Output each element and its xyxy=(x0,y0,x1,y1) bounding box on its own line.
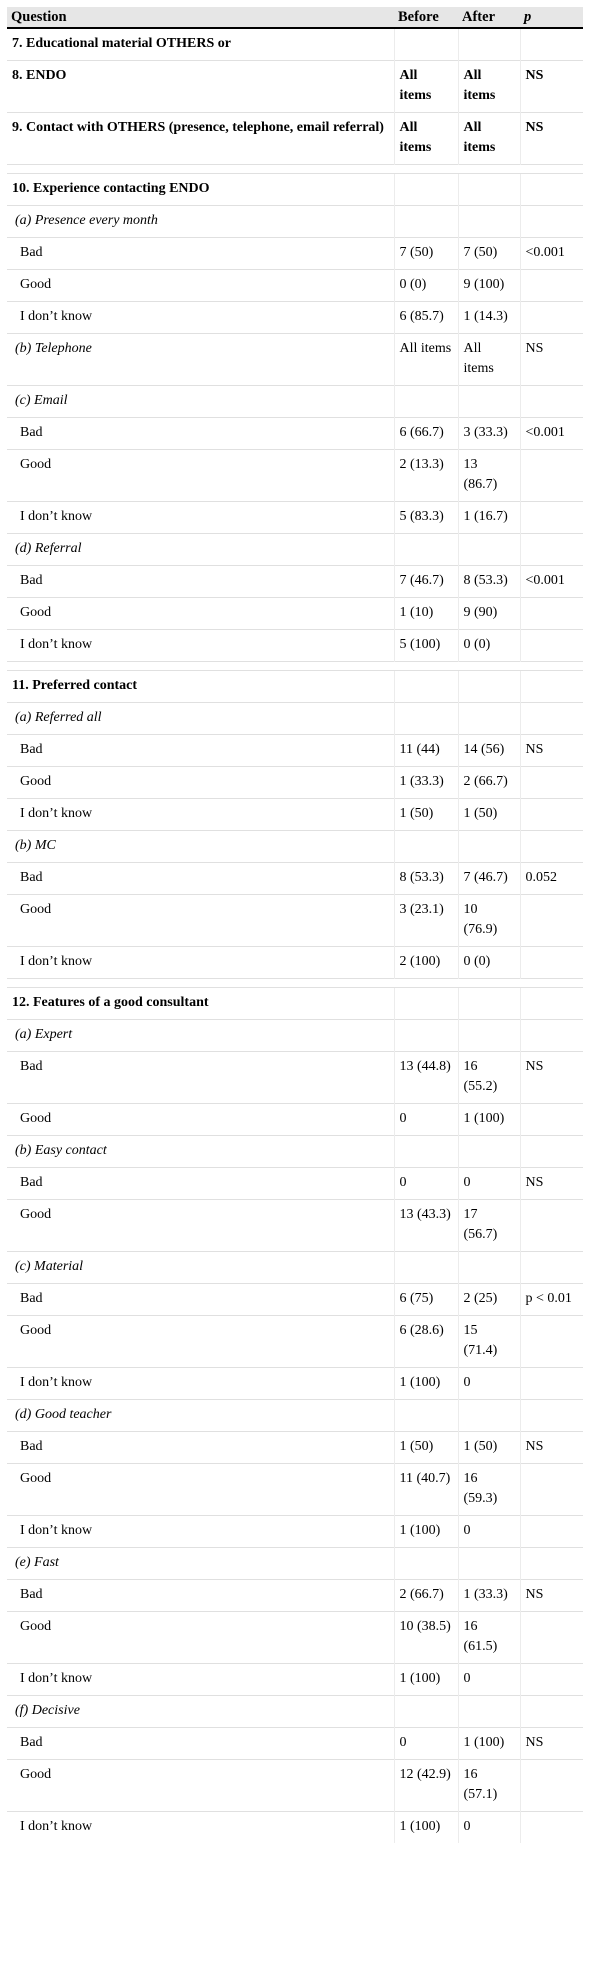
after-cell xyxy=(458,386,520,418)
p-value-cell xyxy=(520,1516,583,1548)
p-value-cell: p < 0.01 xyxy=(520,1284,583,1316)
subsection-label: Easy contact xyxy=(34,1143,107,1158)
table-row xyxy=(7,302,583,334)
subsection-label: Material xyxy=(34,1259,84,1274)
table-row xyxy=(7,1464,583,1516)
section-row xyxy=(7,174,583,206)
table-row xyxy=(7,1432,583,1464)
after-cell: 16 (55.2) xyxy=(458,1052,520,1104)
spacer-cell xyxy=(7,979,583,988)
question-cell: I don’t know xyxy=(7,1368,394,1400)
table-row xyxy=(7,1516,583,1548)
subsection-row xyxy=(7,1252,583,1284)
question-cell: I don’t know xyxy=(7,799,394,831)
table-row xyxy=(7,502,583,534)
before-cell: 13 (44.8) xyxy=(394,1052,458,1104)
after-cell: 15 (71.4) xyxy=(458,1316,520,1368)
subsection-row xyxy=(7,334,583,386)
subsection-letter: (b) xyxy=(15,341,32,356)
after-cell xyxy=(458,1696,520,1728)
question-cell xyxy=(7,1548,394,1580)
before-cell: 11 (44) xyxy=(394,735,458,767)
p-value-cell xyxy=(520,1760,583,1812)
table-row xyxy=(7,863,583,895)
subsection-row xyxy=(7,1400,583,1432)
table-row xyxy=(7,1168,583,1200)
subsection-label: Good teacher xyxy=(34,1407,112,1422)
question-cell: Good xyxy=(7,767,394,799)
question-cell: 7. Educational material OTHERS or xyxy=(7,28,394,61)
subsection-label: Telephone xyxy=(34,341,92,356)
question-cell: I don’t know xyxy=(7,1812,394,1844)
p-value-cell xyxy=(520,1548,583,1580)
after-cell: 1 (100) xyxy=(458,1728,520,1760)
p-value-cell: NS xyxy=(520,1168,583,1200)
before-cell xyxy=(394,174,458,206)
subsection-row xyxy=(7,206,583,238)
p-value-cell xyxy=(520,1316,583,1368)
after-cell xyxy=(458,28,520,61)
before-cell: 7 (50) xyxy=(394,238,458,270)
table-row xyxy=(7,767,583,799)
p-value-cell xyxy=(520,1200,583,1252)
question-cell: Bad xyxy=(7,566,394,598)
p-value-cell xyxy=(520,1252,583,1284)
table-body xyxy=(7,28,583,1843)
p-value-cell xyxy=(520,206,583,238)
after-cell xyxy=(458,206,520,238)
p-value-cell: NS xyxy=(520,1728,583,1760)
question-cell: Good xyxy=(7,1316,394,1368)
question-cell: Good xyxy=(7,1464,394,1516)
subsection-letter: (f) xyxy=(15,1703,29,1718)
before-cell xyxy=(394,1400,458,1432)
p-value-cell xyxy=(520,630,583,662)
before-cell: 12 (42.9) xyxy=(394,1760,458,1812)
p-value-cell xyxy=(520,799,583,831)
after-cell xyxy=(458,831,520,863)
spacer-cell xyxy=(7,165,583,174)
before-cell: 2 (13.3) xyxy=(394,450,458,502)
p-value-cell: NS xyxy=(520,113,583,165)
section-row xyxy=(7,113,583,165)
after-cell: 9 (90) xyxy=(458,598,520,630)
before-cell: 11 (40.7) xyxy=(394,1464,458,1516)
after-cell: 0 xyxy=(458,1368,520,1400)
p-value-cell xyxy=(520,174,583,206)
p-value-cell xyxy=(520,947,583,979)
question-cell: Bad xyxy=(7,1168,394,1200)
before-cell: 0 xyxy=(394,1168,458,1200)
table-row xyxy=(7,566,583,598)
after-cell xyxy=(458,1020,520,1052)
p-value-cell xyxy=(520,1696,583,1728)
question-cell: Good xyxy=(7,1760,394,1812)
header-before: Before xyxy=(394,7,458,28)
p-value-cell xyxy=(520,450,583,502)
subsection-letter: (c) xyxy=(15,1259,31,1274)
before-cell: 6 (85.7) xyxy=(394,302,458,334)
subsection-label: Fast xyxy=(34,1555,59,1570)
p-value-cell: NS xyxy=(520,61,583,113)
before-cell: 2 (100) xyxy=(394,947,458,979)
p-value-cell xyxy=(520,988,583,1020)
p-value-cell xyxy=(520,1368,583,1400)
section-row xyxy=(7,61,583,113)
header-question: Question xyxy=(7,7,394,28)
table-row xyxy=(7,418,583,450)
table-row xyxy=(7,1760,583,1812)
after-cell: 3 (33.3) xyxy=(458,418,520,450)
after-cell: 14 (56) xyxy=(458,735,520,767)
table-row xyxy=(7,450,583,502)
p-value-cell xyxy=(520,703,583,735)
before-cell xyxy=(394,534,458,566)
subsection-letter: (e) xyxy=(15,1555,31,1570)
after-cell xyxy=(458,988,520,1020)
before-cell: 1 (100) xyxy=(394,1664,458,1696)
subsection-row xyxy=(7,831,583,863)
before-cell xyxy=(394,1020,458,1052)
table-row xyxy=(7,598,583,630)
table-row xyxy=(7,1580,583,1612)
question-cell: 9. Contact with OTHERS (presence, telephone, email referral) xyxy=(7,113,394,165)
before-cell xyxy=(394,831,458,863)
before-cell: 1 (100) xyxy=(394,1368,458,1400)
before-cell: 1 (50) xyxy=(394,799,458,831)
question-cell: Good xyxy=(7,895,394,947)
after-cell: 1 (14.3) xyxy=(458,302,520,334)
before-cell xyxy=(394,1252,458,1284)
p-value-cell: NS xyxy=(520,735,583,767)
question-cell: 10. Experience contacting ENDO xyxy=(7,174,394,206)
after-cell: 1 (100) xyxy=(458,1104,520,1136)
p-value-cell xyxy=(520,1136,583,1168)
before-cell xyxy=(394,1696,458,1728)
question-cell: Bad xyxy=(7,1052,394,1104)
p-value-cell xyxy=(520,767,583,799)
p-value-cell: <0.001 xyxy=(520,238,583,270)
p-value-cell xyxy=(520,1812,583,1844)
after-cell xyxy=(458,534,520,566)
subsection-letter: (a) xyxy=(15,1027,32,1042)
before-cell: 6 (75) xyxy=(394,1284,458,1316)
before-cell: 0 xyxy=(394,1104,458,1136)
before-cell xyxy=(394,206,458,238)
after-cell xyxy=(458,174,520,206)
header-p-value: p xyxy=(520,7,583,28)
subsection-letter: (d) xyxy=(15,1407,32,1422)
question-cell xyxy=(7,831,394,863)
before-cell: All items xyxy=(394,61,458,113)
before-cell: 1 (100) xyxy=(394,1516,458,1548)
after-cell: 0 xyxy=(458,1168,520,1200)
subsection-row xyxy=(7,1020,583,1052)
table-row xyxy=(7,238,583,270)
question-cell: 11. Preferred contact xyxy=(7,671,394,703)
question-cell xyxy=(7,1136,394,1168)
question-cell: Bad xyxy=(7,1432,394,1464)
table-row xyxy=(7,270,583,302)
after-cell xyxy=(458,1252,520,1284)
after-cell: 1 (33.3) xyxy=(458,1580,520,1612)
after-cell xyxy=(458,703,520,735)
question-cell: Good xyxy=(7,270,394,302)
p-value-cell xyxy=(520,1612,583,1664)
subsection-label: Decisive xyxy=(31,1703,80,1718)
before-cell: All items xyxy=(394,334,458,386)
question-cell: Bad xyxy=(7,863,394,895)
before-cell xyxy=(394,703,458,735)
section-row xyxy=(7,671,583,703)
section-row xyxy=(7,988,583,1020)
question-cell: Bad xyxy=(7,238,394,270)
question-cell: I don’t know xyxy=(7,1664,394,1696)
before-cell: 1 (50) xyxy=(394,1432,458,1464)
question-cell: Good xyxy=(7,450,394,502)
p-value-cell: 0.052 xyxy=(520,863,583,895)
after-cell: 0 xyxy=(458,1516,520,1548)
before-cell: 1 (33.3) xyxy=(394,767,458,799)
before-cell xyxy=(394,386,458,418)
before-cell: 3 (23.1) xyxy=(394,895,458,947)
table-row xyxy=(7,735,583,767)
subsection-row xyxy=(7,1548,583,1580)
p-value-cell xyxy=(520,598,583,630)
after-cell: All items xyxy=(458,61,520,113)
after-cell: 0 xyxy=(458,1812,520,1844)
question-cell xyxy=(7,206,394,238)
before-cell xyxy=(394,1548,458,1580)
table-spacer-row xyxy=(7,979,583,988)
question-cell: I don’t know xyxy=(7,947,394,979)
after-cell: 16 (61.5) xyxy=(458,1612,520,1664)
after-cell: 10 (76.9) xyxy=(458,895,520,947)
p-value-cell xyxy=(520,671,583,703)
table-row xyxy=(7,895,583,947)
question-cell xyxy=(7,1400,394,1432)
after-cell: 7 (46.7) xyxy=(458,863,520,895)
before-cell xyxy=(394,1136,458,1168)
table-spacer-row xyxy=(7,165,583,174)
question-cell: I don’t know xyxy=(7,502,394,534)
spacer-cell xyxy=(7,662,583,671)
subsection-letter: (a) xyxy=(15,710,32,725)
table-spacer-row xyxy=(7,662,583,671)
after-cell: 2 (66.7) xyxy=(458,767,520,799)
before-cell: All items xyxy=(394,113,458,165)
table-header-row xyxy=(7,7,583,28)
subsection-row xyxy=(7,1696,583,1728)
table-row xyxy=(7,1368,583,1400)
after-cell: All items xyxy=(458,113,520,165)
question-cell: I don’t know xyxy=(7,630,394,662)
before-cell: 7 (46.7) xyxy=(394,566,458,598)
subsection-row xyxy=(7,1136,583,1168)
after-cell xyxy=(458,671,520,703)
subsection-letter: (a) xyxy=(15,213,32,228)
after-cell xyxy=(458,1136,520,1168)
before-cell xyxy=(394,988,458,1020)
table-row xyxy=(7,1316,583,1368)
table-row xyxy=(7,1200,583,1252)
subsection-letter: (b) xyxy=(15,838,32,853)
after-cell xyxy=(458,1548,520,1580)
after-cell: 17 (56.7) xyxy=(458,1200,520,1252)
before-cell: 13 (43.3) xyxy=(394,1200,458,1252)
p-value-cell xyxy=(520,502,583,534)
question-cell: 12. Features of a good consultant xyxy=(7,988,394,1020)
p-value-cell xyxy=(520,270,583,302)
table-row xyxy=(7,1664,583,1696)
table-row xyxy=(7,1812,583,1844)
question-cell: Good xyxy=(7,1612,394,1664)
header-after: After xyxy=(458,7,520,28)
results-table xyxy=(7,7,583,1843)
p-value-cell xyxy=(520,1664,583,1696)
question-cell xyxy=(7,1696,394,1728)
question-cell: Good xyxy=(7,1104,394,1136)
subsection-label: Expert xyxy=(34,1027,73,1042)
subsection-row xyxy=(7,703,583,735)
p-value-cell: NS xyxy=(520,1580,583,1612)
p-value-cell: NS xyxy=(520,1052,583,1104)
p-value-cell: <0.001 xyxy=(520,418,583,450)
before-cell: 8 (53.3) xyxy=(394,863,458,895)
after-cell: 0 (0) xyxy=(458,630,520,662)
p-value-cell xyxy=(520,302,583,334)
subsection-label: Email xyxy=(34,393,68,408)
question-cell: Bad xyxy=(7,1284,394,1316)
before-cell: 5 (100) xyxy=(394,630,458,662)
question-cell xyxy=(7,386,394,418)
question-cell: Bad xyxy=(7,418,394,450)
subsection-row xyxy=(7,534,583,566)
before-cell: 10 (38.5) xyxy=(394,1612,458,1664)
after-cell: 13 (86.7) xyxy=(458,450,520,502)
p-value-cell: <0.001 xyxy=(520,566,583,598)
question-cell: Good xyxy=(7,1200,394,1252)
table-row xyxy=(7,799,583,831)
after-cell: 0 xyxy=(458,1664,520,1696)
table-row xyxy=(7,1052,583,1104)
after-cell: 16 (59.3) xyxy=(458,1464,520,1516)
before-cell: 0 xyxy=(394,1728,458,1760)
subsection-label: Referral xyxy=(34,541,82,556)
question-cell: Bad xyxy=(7,1728,394,1760)
after-cell: 7 (50) xyxy=(458,238,520,270)
p-value-cell xyxy=(520,1464,583,1516)
question-cell: Bad xyxy=(7,735,394,767)
after-cell: 8 (53.3) xyxy=(458,566,520,598)
after-cell: 2 (25) xyxy=(458,1284,520,1316)
before-cell: 6 (28.6) xyxy=(394,1316,458,1368)
after-cell: 1 (50) xyxy=(458,1432,520,1464)
p-value-cell xyxy=(520,1104,583,1136)
question-cell xyxy=(7,1020,394,1052)
question-cell: 8. ENDO xyxy=(7,61,394,113)
before-cell: 1 (10) xyxy=(394,598,458,630)
subsection-label: MC xyxy=(34,838,56,853)
before-cell: 0 (0) xyxy=(394,270,458,302)
p-value-cell: NS xyxy=(520,334,583,386)
question-cell: Good xyxy=(7,598,394,630)
before-cell xyxy=(394,28,458,61)
before-cell: 2 (66.7) xyxy=(394,1580,458,1612)
after-cell: 1 (16.7) xyxy=(458,502,520,534)
question-cell: I don’t know xyxy=(7,302,394,334)
subsection-label: Presence every month xyxy=(34,213,158,228)
question-cell xyxy=(7,1252,394,1284)
table-row xyxy=(7,1284,583,1316)
after-cell: 1 (50) xyxy=(458,799,520,831)
after-cell: 9 (100) xyxy=(458,270,520,302)
p-value-cell xyxy=(520,28,583,61)
p-value-cell xyxy=(520,386,583,418)
table-row xyxy=(7,947,583,979)
after-cell: 16 (57.1) xyxy=(458,1760,520,1812)
subsection-letter: (c) xyxy=(15,393,31,408)
before-cell: 6 (66.7) xyxy=(394,418,458,450)
subsection-letter: (d) xyxy=(15,541,32,556)
question-cell xyxy=(7,534,394,566)
p-value-cell xyxy=(520,1020,583,1052)
after-cell: 0 (0) xyxy=(458,947,520,979)
after-cell: All items xyxy=(458,334,520,386)
before-cell: 5 (83.3) xyxy=(394,502,458,534)
table-row xyxy=(7,1104,583,1136)
p-value-cell: NS xyxy=(520,1432,583,1464)
table-row xyxy=(7,1612,583,1664)
p-value-cell xyxy=(520,831,583,863)
subsection-letter: (b) xyxy=(15,1143,32,1158)
question-cell: Bad xyxy=(7,1580,394,1612)
p-value-cell xyxy=(520,534,583,566)
table-row xyxy=(7,1728,583,1760)
question-cell: I don’t know xyxy=(7,1516,394,1548)
section-row xyxy=(7,28,583,61)
question-cell xyxy=(7,334,394,386)
before-cell xyxy=(394,671,458,703)
table-row xyxy=(7,630,583,662)
before-cell: 1 (100) xyxy=(394,1812,458,1844)
p-value-cell xyxy=(520,895,583,947)
p-value-cell xyxy=(520,1400,583,1432)
subsection-label: Referred all xyxy=(34,710,102,725)
question-cell xyxy=(7,703,394,735)
subsection-row xyxy=(7,386,583,418)
after-cell xyxy=(458,1400,520,1432)
